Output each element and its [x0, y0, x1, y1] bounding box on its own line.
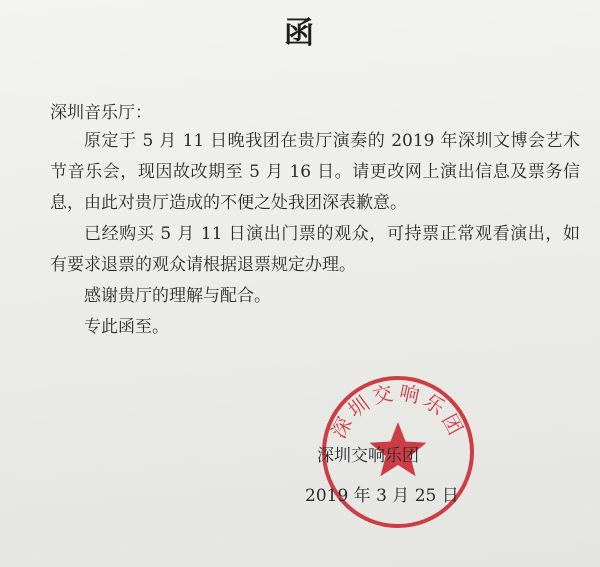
paragraph-tickets: 已经购买 5 月 11 日演出门票的观众，可持票正常观看演出，如有要求退票的观众请根据退票规定办理。 — [50, 224, 580, 275]
signature-organization: 深圳交响乐团 — [317, 446, 419, 466]
paragraph-thanks: 感谢贵厅的理解与配合。 — [84, 286, 271, 306]
paragraph-reschedule: 原定于 5 月 11 日晚我团在贵厅演奏的 2019 年深圳文博会艺术节音乐会，现因故改期至 5 月 16 日。请更改网上演出信息及票务信息，由此对贵厅造成的不便之处我团深表歉意。 — [50, 131, 580, 213]
letter-date: 2019 年 3 月 25 日 — [305, 486, 459, 506]
salutation: 深圳音乐厅： — [50, 103, 152, 123]
letter-body — [50, 126, 580, 343]
paragraph-closing: 专此函至。 — [84, 317, 169, 337]
document-title: 函 — [284, 16, 316, 51]
seal-text: 深圳交响乐团 — [326, 380, 470, 443]
